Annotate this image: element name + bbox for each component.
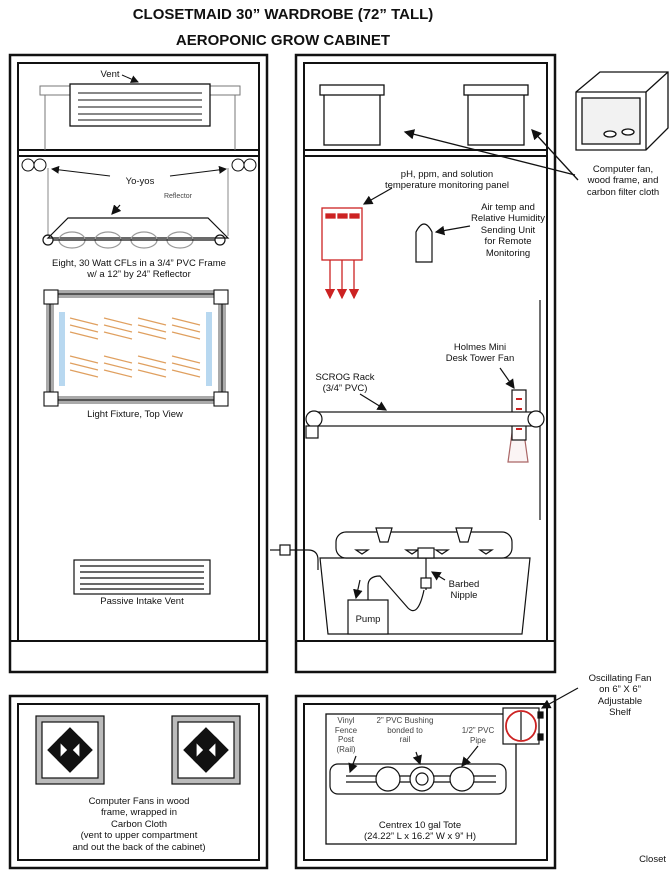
reflector-label: Reflector [163, 193, 192, 200]
light-fixture-top-view [44, 290, 228, 406]
pvc-bushing-label: 2” PVC Bushing bonded to rail [376, 716, 434, 745]
bottom-computer-fans [36, 716, 240, 784]
passive-intake-vent [74, 560, 210, 594]
humidity-unit-label: Air temp and Relative Humidity Sending Unit for Remote Monitoring [471, 202, 545, 259]
scrog-rack [306, 394, 544, 438]
vinyl-post-label: Vinyl Fence Post (Rail) [334, 716, 358, 754]
desk-fan-label: Holmes Mini Desk Tower Fan [445, 342, 515, 365]
top-computer-fans [320, 85, 528, 145]
humidity-sending-unit [416, 224, 470, 262]
title-line-2: AEROPONIC GROW CABINET [175, 32, 391, 49]
oscillating-fan-label: Oscillating Fan on 6” X 6” Adjustable Shelf [588, 673, 652, 719]
vent-unit [40, 75, 240, 150]
passive-vent-label: Passive Intake Vent [100, 596, 184, 607]
computer-fan-top-label: Computer fan, wood frame, and carbon filter cloth [586, 164, 660, 198]
light-fixture-label: Light Fixture, Top View [87, 409, 183, 420]
reflector-cfl-frame [43, 205, 228, 248]
scrog-label: SCROG Rack (3/4” PVC) [315, 372, 375, 395]
pvc-pipe-label: 1/2” PVC Pipe [461, 726, 495, 745]
cfl-frame-label: Eight, 30 Watt CFLs in a 3/4” PVC Frame w/ a 12” by 24” Reflector [52, 258, 226, 281]
computer-fans-bottom-label: Computer Fans in wood frame, wrapped in Carbon Cloth (vent to upper compartment and out the back of the cabinet) [72, 796, 206, 853]
yoyo-hangers [22, 159, 256, 236]
barbed-nipple-label: Barbed Nipple [448, 579, 480, 602]
monitoring-panel [322, 208, 362, 298]
vent-label: Vent [100, 69, 120, 80]
yoyos-label: Yo-yos [125, 176, 155, 187]
closet-label: Closet [639, 854, 666, 865]
fan-box-illustration [576, 72, 668, 150]
pump-label: Pump [355, 614, 381, 625]
monitoring-panel-label: pH, ppm, and solution temperature monitoring panel [384, 169, 510, 192]
tote-label: Centrex 10 gal Tote (24.22” L x 16.2” W x 9” H) [363, 820, 477, 843]
title-line-1: CLOSETMAID 30” WARDROBE (72” TALL) [132, 6, 434, 23]
